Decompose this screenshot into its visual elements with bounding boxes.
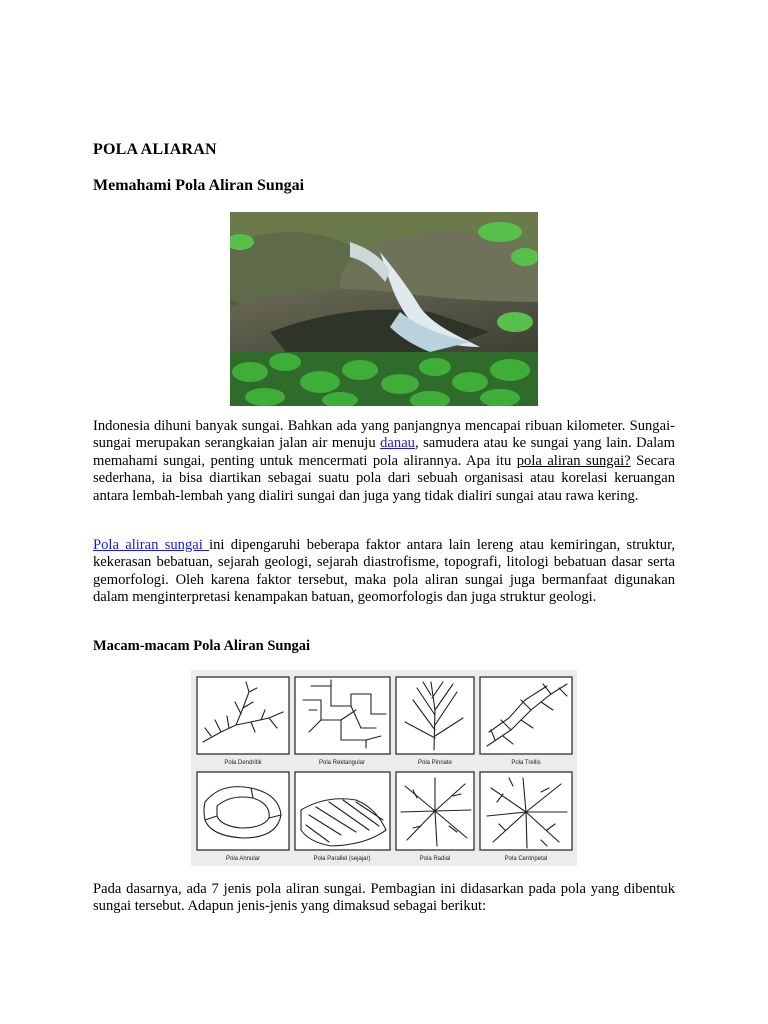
link-pola-aliran-sungai[interactable]: pola aliran sungai?	[516, 452, 631, 469]
paragraph-factors	[93, 537, 675, 607]
river-photo	[230, 212, 538, 406]
paragraph-intro	[93, 418, 675, 505]
diagram-label-radial: Pola Radial	[419, 856, 451, 862]
paragraph-intro-text-3: Secara sederhana, ia bisa diartikan sebagai suatu pola dari sebuah organisasi atau korelasi keruangan antara lembah-lembah yang dialiri sungai dan juga yang tidak dialiri sungai atau rawa kering.	[93, 452, 675, 504]
diagram-label-dendritik: Pola Dendritik	[224, 760, 262, 766]
paragraph-intro-text-1: Indonesia dihuni banyak sungai. Bahkan ada yang panjangnya mencapai ribuan kilometer. Sungai-sungai merupakan serangkaian jalan air menuju	[93, 418, 675, 452]
link-pola-aliran-sungai-2[interactable]: Pola aliran sungai	[93, 537, 210, 553]
paragraph-types-intro: Pada dasarnya, ada 7 jenis pola aliran sungai. Pembagian ini didasarkan pada pola yang dibentuk sungai tersebut. Adapun jenis-jenis yang dimaksud sebagai berikut:	[93, 881, 675, 915]
diagram-label-rektangular: Pola Rektangular	[318, 760, 366, 766]
section-heading-types: Macam-macam Pola Aliran Sungai	[93, 638, 311, 654]
paragraph-factors-text: ini dipengaruhi beberapa faktor antara lain lereng atau kemiringan, struktur, kekerasan bebatuan, sejarah geologi, sejarah diastrofisme, topografi, litologi bebatuan dasar serta gemorfologi. Oleh karena faktor tersebut, maka pola aliran sungai juga bermanfaat digunakan dalam menginterpretasi kenampakan batuan, geomorfologis dan juga struktur geologi.	[93, 537, 675, 606]
diagram-label-trellis: Pola Trellis	[511, 760, 541, 766]
drainage-patterns-diagram	[191, 670, 577, 866]
diagram-label-annular: Pola Annular	[225, 856, 261, 862]
diagram-label-parallel: Pola Parallel (sejajar)	[313, 856, 371, 862]
document-title: POLA ALIARAN	[93, 141, 217, 158]
diagram-label-centripetal: Pola Centripetal	[504, 856, 548, 862]
link-danau[interactable]: danau	[380, 435, 415, 452]
section-heading-understanding: Memahami Pola Aliran Sungai	[93, 177, 305, 194]
paragraph-intro-text-2: , samudera atau ke sungai yang lain. Dalam memahami sungai, penting untuk mencermati pola alirannya. Apa itu	[93, 435, 675, 469]
diagram-label-pinnate: Pola Pinnate	[417, 760, 453, 766]
